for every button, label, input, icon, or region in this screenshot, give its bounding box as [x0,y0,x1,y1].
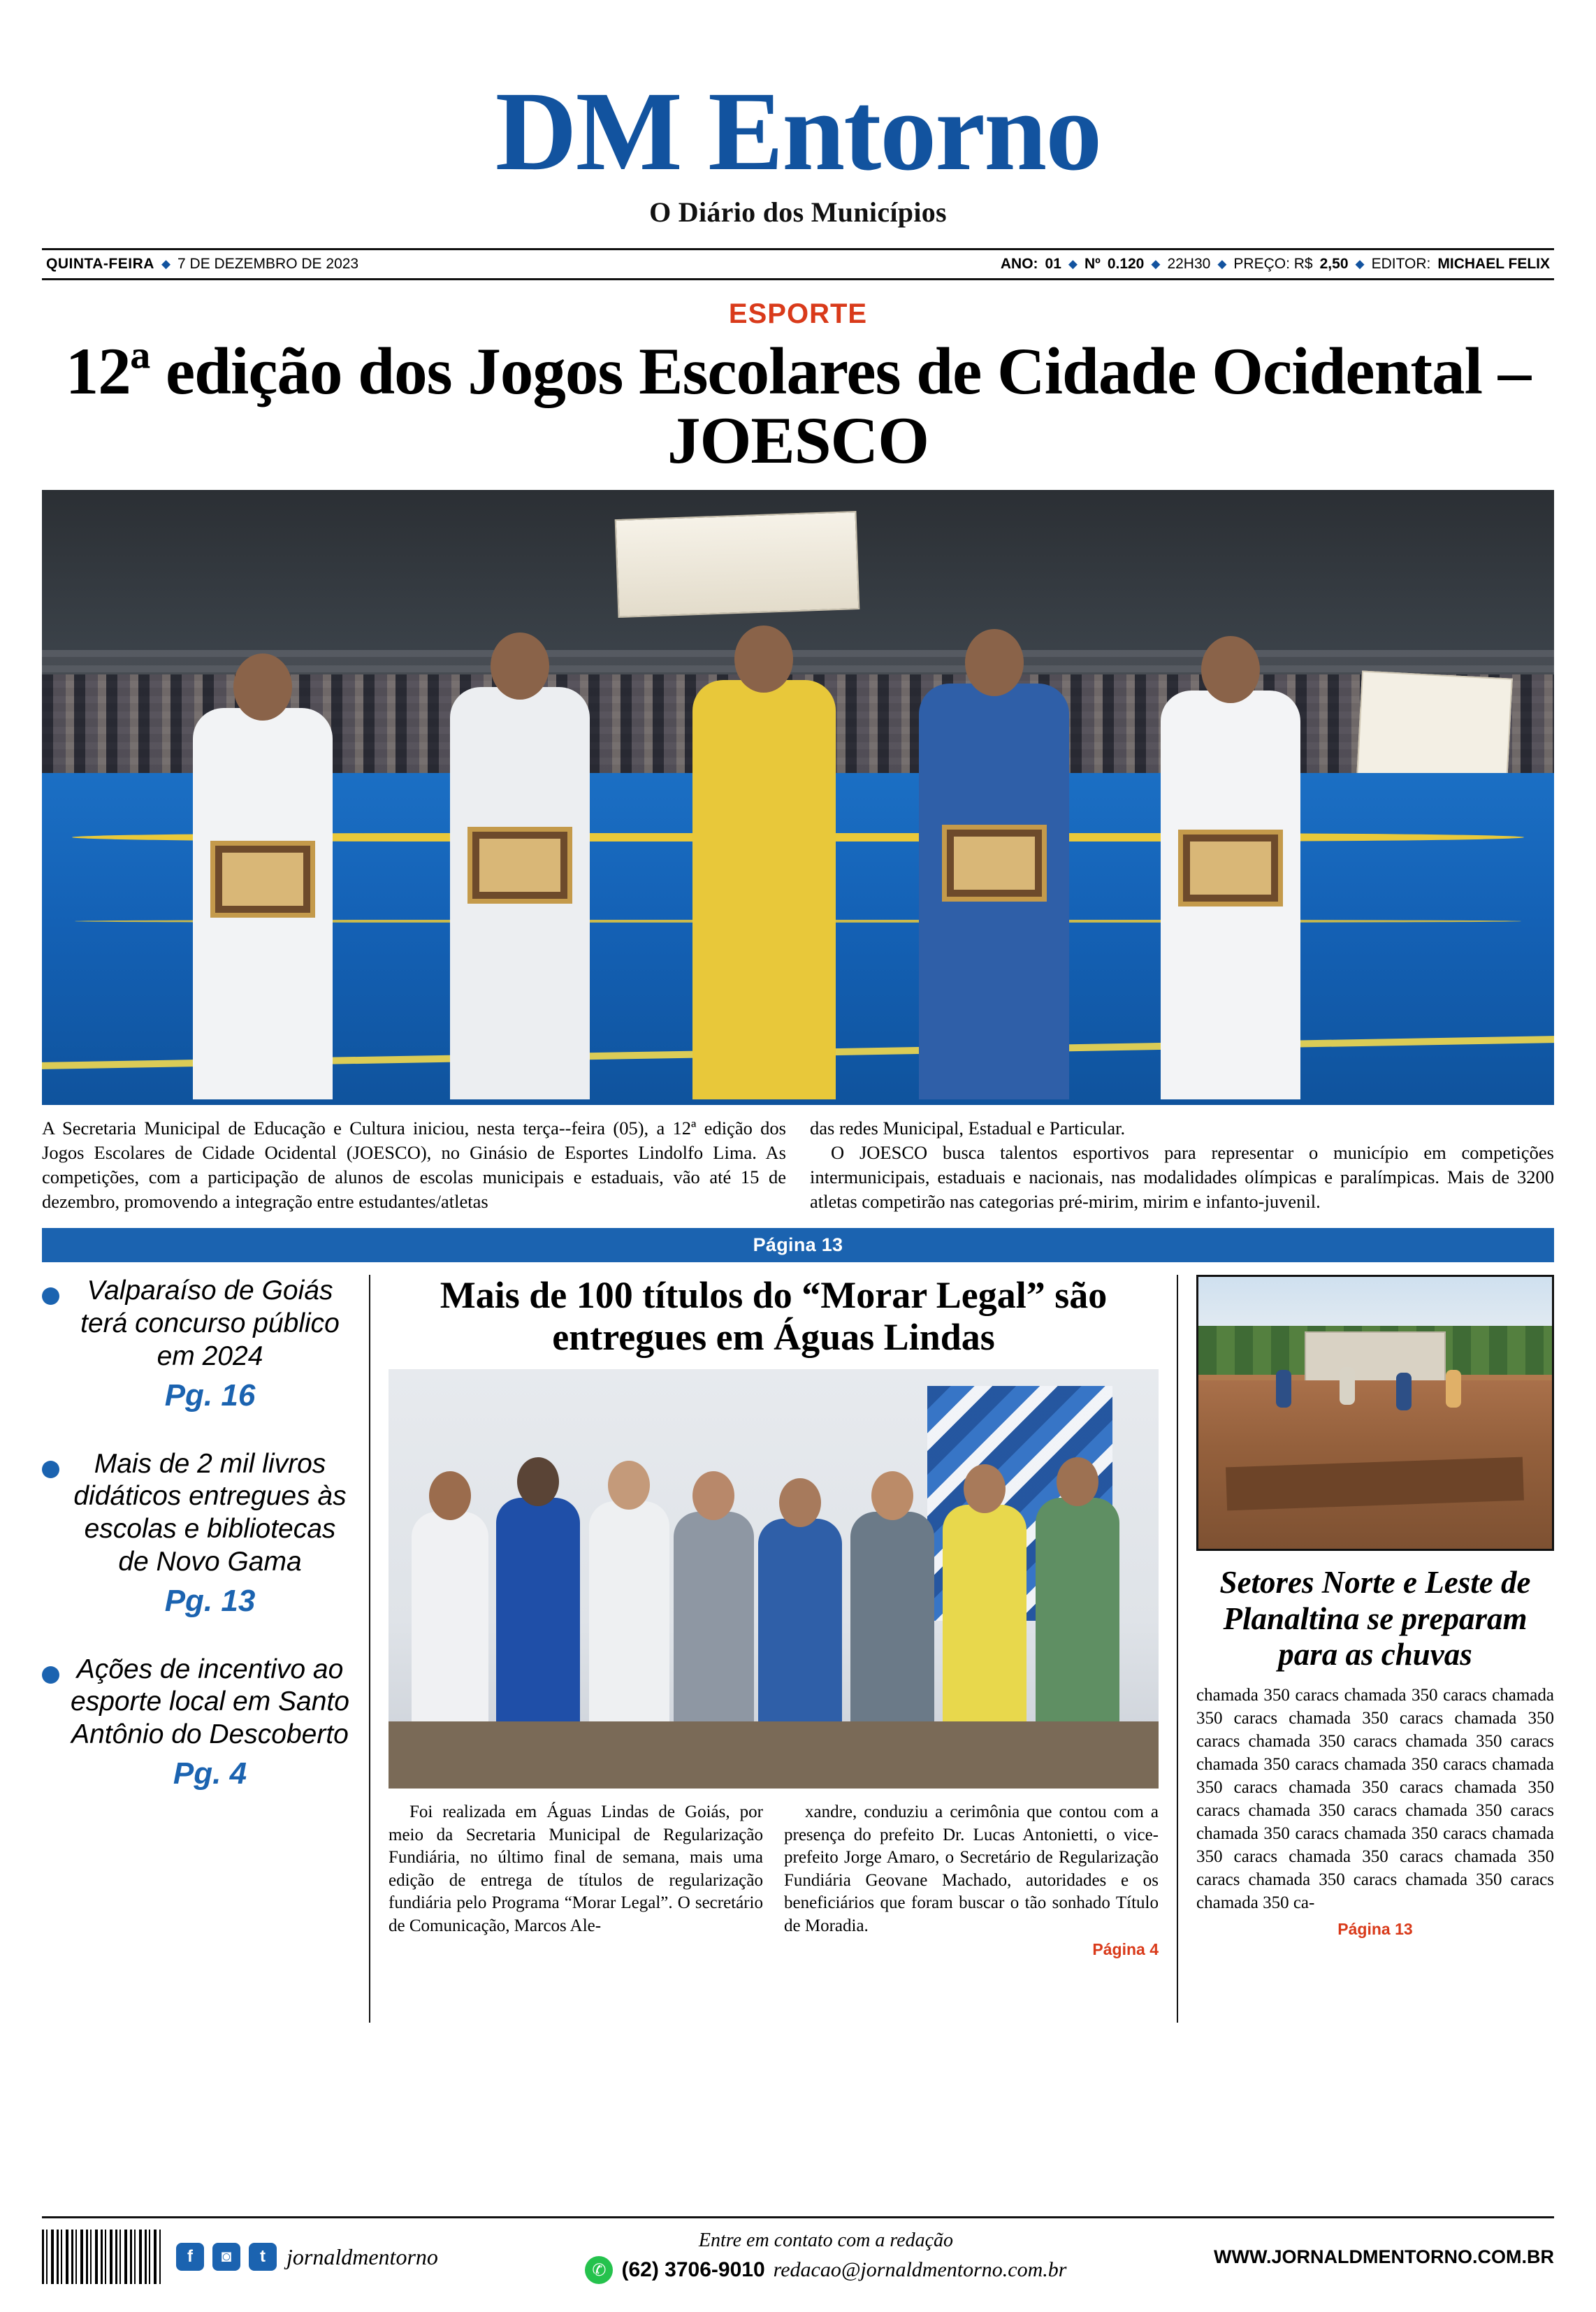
lead-photo-person [692,680,836,1099]
issue-info-bar [42,248,1554,280]
teaser-text [69,1275,351,1414]
teaser-page[interactable]: Pg. 16 [164,1378,256,1413]
lead-photo-person-head [233,653,292,721]
teaser-item[interactable] [42,1275,351,1414]
right-photo-worker [1276,1370,1291,1408]
teaser-page[interactable]: Pg. 13 [164,1583,256,1618]
mid-photo-person [1036,1498,1119,1721]
mid-photo-person-head [692,1471,734,1520]
lead-body-text [42,1116,1554,1214]
masthead [42,36,1554,229]
lead-photo-plaque [210,841,315,918]
teaser-label: Valparaíso de Goiás terá concurso público em 2024 [80,1276,340,1371]
masthead-title: DM Entorno [495,69,1101,194]
social-links [176,2243,277,2271]
website-url[interactable]: WWW.JORNALDMENTORNO.COM.BR [1214,2246,1554,2267]
lead-photo-person [919,684,1069,1099]
right-story-page-link[interactable]: Página 13 [1337,1920,1413,1939]
teaser-label: Mais de 2 mil livros didáticos entregues às escolas e bibliotecas de Novo Gama [73,1448,347,1577]
lead-photo-person [450,687,590,1099]
mid-story-photo [389,1369,1159,1789]
teaser-column [42,1275,370,2023]
contact-block [438,2230,1214,2284]
lead-photo-plaque [942,825,1047,902]
mid-photo-person-head [517,1457,559,1506]
issue-weekday: QUINTA-FEIRA [46,255,154,272]
instagram-icon[interactable]: ◙ [212,2243,240,2271]
social-handle: jornaldmentorno [286,2244,438,2269]
bullet-dot-icon [42,1461,59,1478]
mid-photo-person [758,1519,842,1721]
mid-photo-person-head [964,1464,1006,1513]
teaser-item[interactable] [42,1654,351,1793]
bullet-dot-icon [42,1287,59,1305]
teaser-text [69,1654,351,1793]
mid-story [370,1275,1177,2023]
lead-paragraph: A Secretaria Municipal de Educação e Cultura iniciou, nesta terça--feira (05), a 12ª edição dos Jogos Escolares de Cidade Ocidental (JOESCO), no Ginásio de Esportes Lindolfo Lima. As competições, com a participação de alunos de escolas municipais e estaduais, vão até 15 de dezembro, promovendo a integração entre estudantes/atletas [42,1118,786,1213]
issue-year-value: 01 [1045,255,1061,272]
mid-photo-table [389,1721,1159,1789]
masthead-subtitle: O Diário dos Municípios [649,196,947,228]
contact-title: Entre em contato com a redação [698,2230,954,2251]
lead-photo-plaque [1178,830,1283,906]
diamond-icon: ◆ [1151,257,1161,271]
mid-body-column-1 [389,1801,763,1962]
lead-photo-person-head [491,633,549,700]
diamond-icon: ◆ [1068,257,1078,271]
whatsapp-icon[interactable]: ✆ [585,2256,613,2284]
diamond-icon: ◆ [161,257,171,271]
mid-photo-person-head [1057,1457,1098,1506]
mid-photo-person-head [779,1478,821,1527]
right-story-body: chamada 350 caracs chamada 350 caracs chamada 350 caracs chamada 350 caracs chamada 350 caracs chamada 350 caracs chamada 350 caracs chamada 350 caracs chamada 350 caracs chamada 350 caracs chamada 350 caracs chamada 350 caracs chamada 350 caracs chamada 350 caracs chamada 350 caracs chamada 350 caracs chamada 350 caracs chamada 350 caracs chamada 350 caracs chamada 350 caracs chamada 350 caracs chamada 350 ca- [1196,1686,1554,1913]
lead-headline: 12ª edição dos Jogos Escolares de Cidade Ocidental – JOESCO [65,333,1531,477]
bullet-dot-icon [42,1666,59,1684]
mid-photo-person [589,1501,669,1721]
issue-price-value: 2,50 [1319,255,1349,272]
mid-story-page-link[interactable]: Página 4 [1092,1940,1159,1959]
diamond-icon: ◆ [1355,257,1365,271]
lead-photo [42,490,1554,1105]
mid-photo-person [850,1512,934,1721]
contact-email[interactable]: redacao@jornaldmentorno.com.br [773,2258,1067,2281]
teaser-label: Ações de incentivo ao esporte local em Santo Antônio do Descoberto [71,1654,349,1750]
issue-number-value: 0.120 [1107,255,1145,272]
lead-paragraph: O JOESCO busca talentos esportivos para representar o município em competições intermunicipais, estaduais e nacionais, nas modalidades olímpicas e paralímpicas. Mais de 3200 atletas competirão nas categorias pré-mirim, mirim e infanto-juvenil. [810,1142,1554,1213]
mid-photo-person-head [429,1471,471,1520]
mid-photo-person [412,1512,488,1721]
lead-body-column-1 [42,1116,786,1214]
lead-paragraph: das redes Municipal, Estadual e Particular. [810,1118,1126,1139]
right-story-photo [1196,1275,1554,1551]
lower-section [42,1275,1554,2023]
mid-photo-person [674,1512,754,1721]
mid-paragraph: Foi realizada em Águas Lindas de Goiás, por meio da Secretaria Municipal de Regularização Fundiária, no último final de semana, mais uma edição de entrega de títulos de regularização fundiária pelo Programa “Morar Legal”. O secretário de Comunicação, Marcos Ale- [389,1802,763,1935]
mid-photo-person-head [608,1461,650,1510]
right-story-headline: Setores Norte e Leste de Planaltina se preparam para as chuvas [1219,1565,1531,1672]
mid-photo-person-head [871,1471,913,1520]
lead-photo-person [1161,691,1300,1099]
mid-photo-person [496,1498,580,1721]
mid-story-headline: Mais de 100 títulos do “Morar Legal” são entregues em Águas Lindas [440,1274,1108,1358]
lead-photo-banner [615,511,860,618]
right-story [1177,1275,1554,2023]
lead-body-column-2 [810,1116,1554,1214]
teaser-item[interactable] [42,1448,351,1620]
footer [42,2216,1554,2284]
right-photo-worker [1446,1370,1461,1408]
lead-photo-person-head [1201,636,1260,703]
mid-story-body [389,1801,1159,1962]
right-photo-worker [1396,1373,1412,1410]
lead-photo-person-head [734,626,793,693]
lead-photo-person-head [965,629,1024,696]
diamond-icon: ◆ [1217,257,1227,271]
issue-editor-value: MICHAEL FELIX [1437,255,1550,272]
teaser-page[interactable]: Pg. 4 [173,1756,247,1791]
mid-body-column-2 [784,1801,1159,1962]
issue-year-label: ANO: [1000,255,1038,272]
issue-time: 22H30 [1167,255,1211,272]
barcode [42,2230,161,2284]
twitter-icon[interactable]: t [249,2243,277,2271]
lead-photo-person [193,708,333,1099]
issue-date: 7 DE DEZEMBRO DE 2023 [177,255,359,272]
issue-price-label: PREÇO: R$ [1233,255,1313,272]
lead-page-reference[interactable]: Página 13 [42,1228,1554,1262]
mid-photo-person [943,1505,1026,1721]
mid-paragraph: xandre, conduziu a cerimônia que contou com a presença do prefeito Dr. Lucas Antonietti, o vice-prefeito Jorge Amaro, o Secretário de Regularização Fundiária Geovane Machado, autoridades e os beneficiários que foram buscar o tão sonhado Título de Moradia. [784,1802,1159,1935]
issue-editor-label: EDITOR: [1371,255,1431,272]
issue-number-label: Nº [1084,255,1101,272]
facebook-icon[interactable]: f [176,2243,204,2271]
lead-kicker: ESPORTE [728,298,868,329]
contact-phone[interactable]: (62) 3706-9010 [621,2258,765,2281]
lead-photo-plaque [467,827,572,904]
teaser-text [69,1448,351,1620]
right-photo-worker [1340,1367,1355,1405]
